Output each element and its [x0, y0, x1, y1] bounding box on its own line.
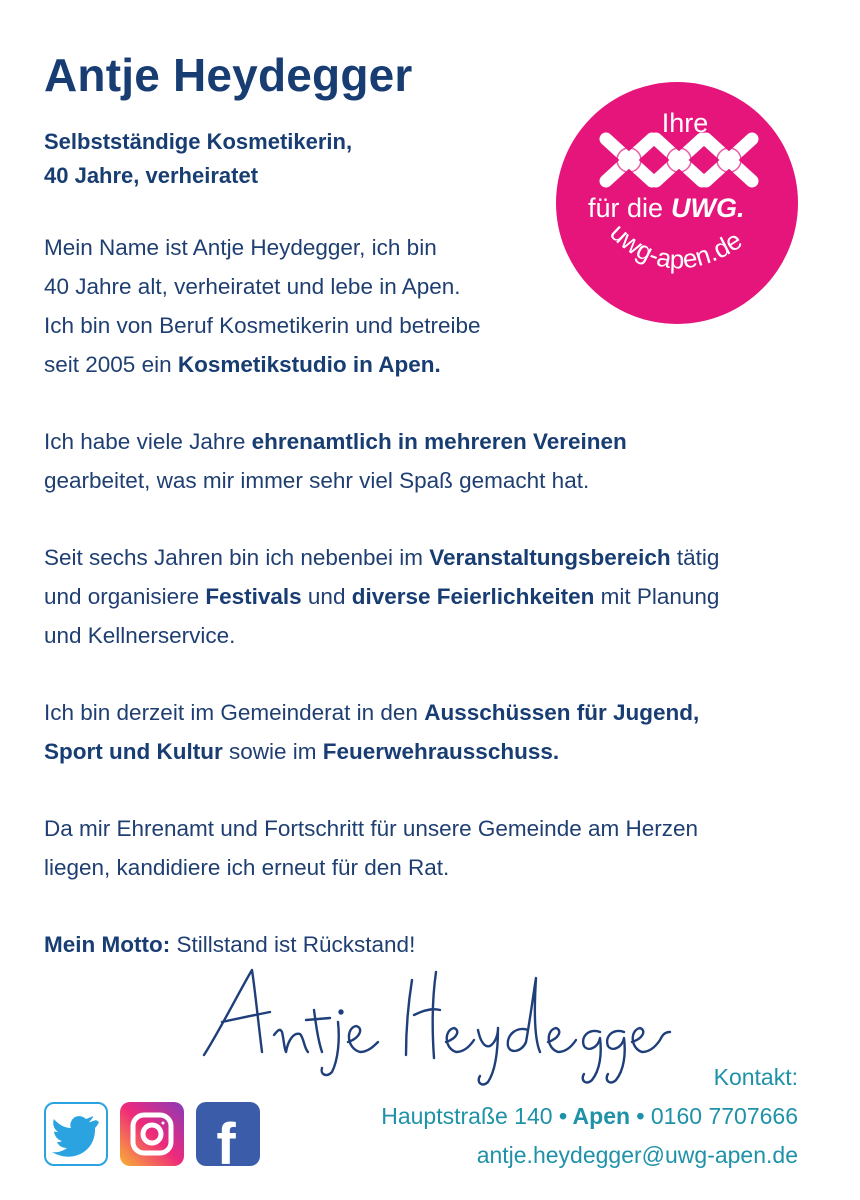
contact-city: Apen: [572, 1103, 631, 1129]
badge-url: uwg-apen.de: [604, 217, 748, 275]
contact-email[interactable]: antje.heydegger@uwg-apen.de: [476, 1142, 798, 1168]
candidate-name: Antje Heydegger: [44, 49, 413, 101]
paragraph-intro: Mein Name ist Antje Heydegger, ich bin 40 Jahre alt, verheiratet und lebe in Apen. Ich bin von Beruf Kosmetikerin und betreibe seit 2005 ein Kosmetikstudio in Apen.: [44, 235, 481, 377]
contact-address: Hauptstraße 140 • Apen • 0160 7707666: [381, 1103, 798, 1129]
paragraph-events: Seit sechs Jahren bin ich nebenbei im Veranstaltungsbereich tätig und organisiere Festivals und diverse Feierlichkeiten mit Planung und Kellnerservice.: [44, 545, 720, 648]
paragraph-council: Ich bin derzeit im Gemeinderat in den Ausschüssen für Jugend, Sport und Kultur sowie im Feuerwehrausschuss.: [44, 700, 700, 764]
role-line-1: Selbstständige Kosmetikerin,: [44, 129, 353, 154]
motto-label: Mein Motto:: [44, 932, 171, 957]
candidate-role: [44, 125, 352, 193]
contact-label: Kontakt:: [713, 1064, 798, 1090]
svg-text:für dieUWG.: [588, 193, 745, 223]
svg-text:f: f: [216, 1112, 236, 1166]
statement-body: [44, 228, 814, 1002]
contact-block: [381, 1058, 798, 1175]
paragraph-volunteering: Ich habe viele Jahre ehrenamtlich in mehreren Vereinen gearbeitet, was mir immer sehr viel Spaß gemacht hat.: [44, 429, 627, 493]
role-line-2: 40 Jahre, verheiratet: [44, 163, 259, 188]
badge-line-ihre: Ihre: [661, 108, 709, 138]
instagram-icon[interactable]: [120, 1102, 184, 1166]
motto-text: Stillstand ist Rückstand!: [170, 932, 416, 957]
social-icons: [44, 1102, 260, 1166]
contact-phone[interactable]: 0160 7707666: [650, 1103, 798, 1129]
cross-marks-icon: [606, 139, 752, 181]
twitter-icon[interactable]: [44, 1102, 108, 1166]
motto: [44, 925, 814, 964]
facebook-icon[interactable]: [196, 1102, 260, 1166]
badge-brand: UWG.: [671, 193, 745, 223]
paragraph-candidacy: Da mir Ehrenamt und Fortschritt für unsere Gemeinde am Herzen liegen, kandidiere ich erneut für den Rat.: [44, 816, 699, 880]
contact-street: Hauptstraße 140: [381, 1103, 553, 1129]
badge-line-fuer-die: für die: [588, 193, 664, 223]
